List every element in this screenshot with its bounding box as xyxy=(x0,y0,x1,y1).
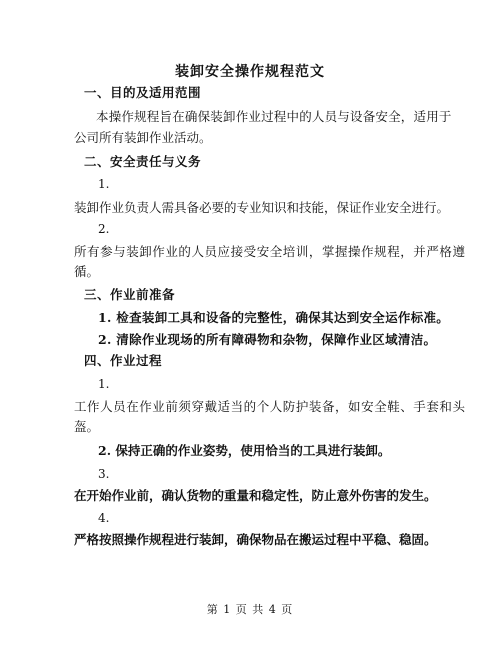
item-number: 4. xyxy=(98,511,110,525)
paragraph-purpose-line2: 公司所有装卸作业活动。 xyxy=(74,130,212,145)
item-number: 2. xyxy=(98,222,110,236)
section-heading-process: 四、作业过程 xyxy=(84,353,163,368)
section-heading-purpose: 一、目的及适用范围 xyxy=(84,85,202,100)
list-item-text: 2. 保持正确的作业姿势，使用恰当的工具进行装卸。 xyxy=(98,443,391,458)
list-item-text: 在开始作业前，确认货物的重量和稳定性，防止意外伤害的发生。 xyxy=(74,488,437,503)
list-item-text: 1. 检查装卸工具和设备的完整性，确保其达到安全运作标准。 xyxy=(98,310,450,325)
page-number-footer: 第 1 页 共 4 页 xyxy=(206,603,294,616)
list-item-text: 严格按照操作规程进行装卸，确保物品在搬运过程中平稳、稳固。 xyxy=(74,532,437,547)
list-item-text-line1: 工作人员在作业前须穿戴适当的个人防护装备，如安全鞋、手套和头 xyxy=(74,399,466,414)
list-item-text-line2: 盔。 xyxy=(74,419,100,434)
item-number: 1. xyxy=(98,177,110,191)
paragraph-purpose-line1: 本操作规程旨在确保装卸作业过程中的人员与设备安全，适用于 xyxy=(96,109,452,124)
item-number: 3. xyxy=(98,467,110,481)
list-item-text: 装卸作业负责人需具备必要的专业知识和技能，保证作业安全进行。 xyxy=(74,200,450,215)
document-title: 装卸安全操作规程范文 xyxy=(175,64,325,80)
list-item-text: 2. 清除作业现场的所有障碍物和杂物，保障作业区域清洁。 xyxy=(98,332,437,347)
item-number: 1. xyxy=(98,377,110,391)
list-item-text-line1: 所有参与装卸作业的人员应接受安全培训，掌握操作规程，并严格遵 xyxy=(74,244,466,259)
section-heading-responsibility: 二、安全责任与义务 xyxy=(84,154,202,169)
section-heading-preparation: 三、作业前准备 xyxy=(84,287,176,302)
list-item-text-line2: 循。 xyxy=(74,264,100,279)
